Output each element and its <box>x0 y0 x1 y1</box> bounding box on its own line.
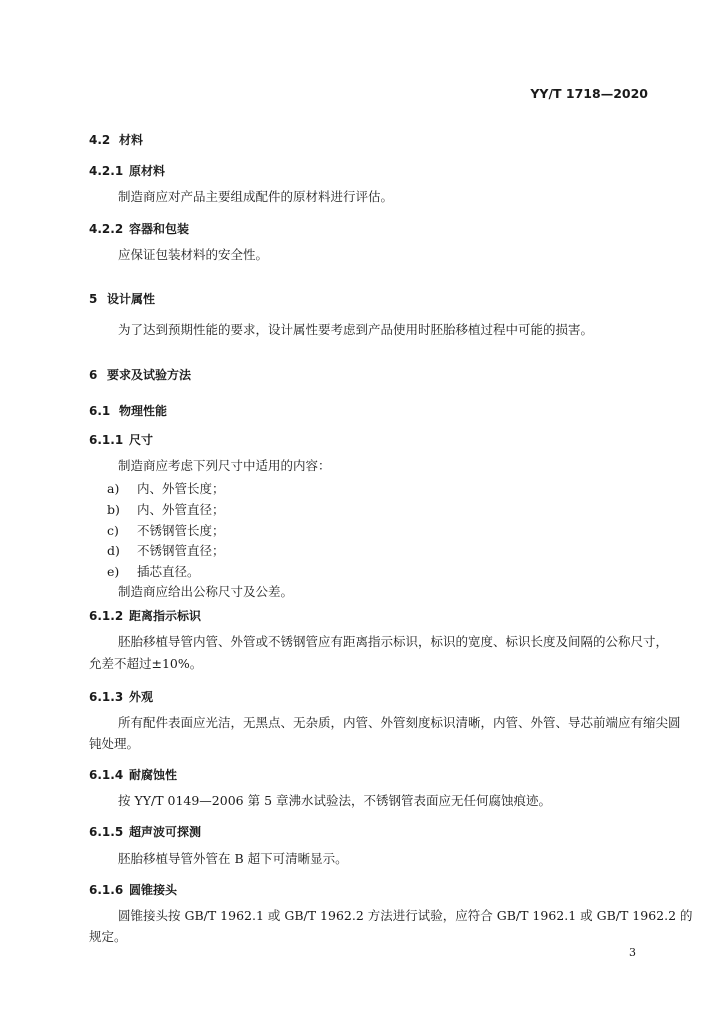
list-item: e) 插芯直径。 <box>107 564 200 579</box>
paragraph-4-2-1: 制造商应对产品主要组成配件的原材料进行评估。 <box>118 189 394 204</box>
page-number: 3 <box>629 946 636 959</box>
heading-6-1-3: 6.1.3 外观 <box>89 690 154 704</box>
paragraph-6-1-5: 胚胎移植导管外管在 B 超下可清晰显示。 <box>118 851 348 866</box>
list-item: d) 不锈钢管直径； <box>107 543 225 558</box>
list-item: a) 内、外管长度； <box>107 481 225 496</box>
standard-code: YY/T 1718—2020 <box>530 86 648 101</box>
heading-4-2-1: 4.2.1 原材料 <box>89 164 166 178</box>
heading-6-1: 6.1 物理性能 <box>89 404 168 418</box>
heading-6-1-1: 6.1.1 尺寸 <box>89 433 154 447</box>
paragraph-6-1-1-intro: 制造商应考虑下列尺寸中适用的内容： <box>118 458 331 473</box>
heading-6-1-5: 6.1.5 超声波可探测 <box>89 825 202 839</box>
paragraph-6-1-2-line2: 允差不超过±10%。 <box>89 656 203 671</box>
heading-6-1-4: 6.1.4 耐腐蚀性 <box>89 768 178 782</box>
heading-6-1-6: 6.1.6 圆锥接头 <box>89 883 178 897</box>
heading-6-1-2: 6.1.2 距离指示标识 <box>89 609 202 623</box>
paragraph-6-1-2-line1: 胚胎移植导管内管、外管或不锈钢管应有距离指示标识，标识的宽度、标识长度及间隔的公称尺寸， <box>118 634 669 649</box>
heading-4-2-2: 4.2.2 容器和包装 <box>89 222 190 236</box>
list-item: b) 内、外管直径； <box>107 502 225 517</box>
heading-5: 5 设计属性 <box>89 292 156 306</box>
heading-4-2: 4.2 材料 <box>89 133 144 147</box>
heading-6: 6 要求及试验方法 <box>89 368 192 382</box>
paragraph-4-2-2: 应保证包装材料的安全性。 <box>118 247 269 262</box>
paragraph-6-1-6-line2: 规定。 <box>89 929 127 944</box>
paragraph-6-1-6-line1: 圆锥接头按 GB/T 1962.1 或 GB/T 1962.2 方法进行试验，应符合 GB/T 1962.1 或 GB/T 1962.2 的 <box>118 908 693 923</box>
list-item: c) 不锈钢管长度； <box>107 523 225 538</box>
paragraph-5: 为了达到预期性能的要求，设计属性要考虑到产品使用时胚胎移植过程中可能的损害。 <box>118 322 594 337</box>
paragraph-6-1-3-line2: 钝处理。 <box>89 736 140 751</box>
paragraph-6-1-1-outro: 制造商应给出公称尺寸及公差。 <box>118 584 294 599</box>
paragraph-6-1-3-line1: 所有配件表面应光洁，无黑点、无杂质，内管、外管刻度标识清晰，内管、外管、导芯前端应有缩尖圆 <box>118 715 681 730</box>
paragraph-6-1-4: 按 YY/T 0149—2006 第 5 章沸水试验法，不锈钢管表面应无任何腐蚀痕迹。 <box>118 793 551 808</box>
